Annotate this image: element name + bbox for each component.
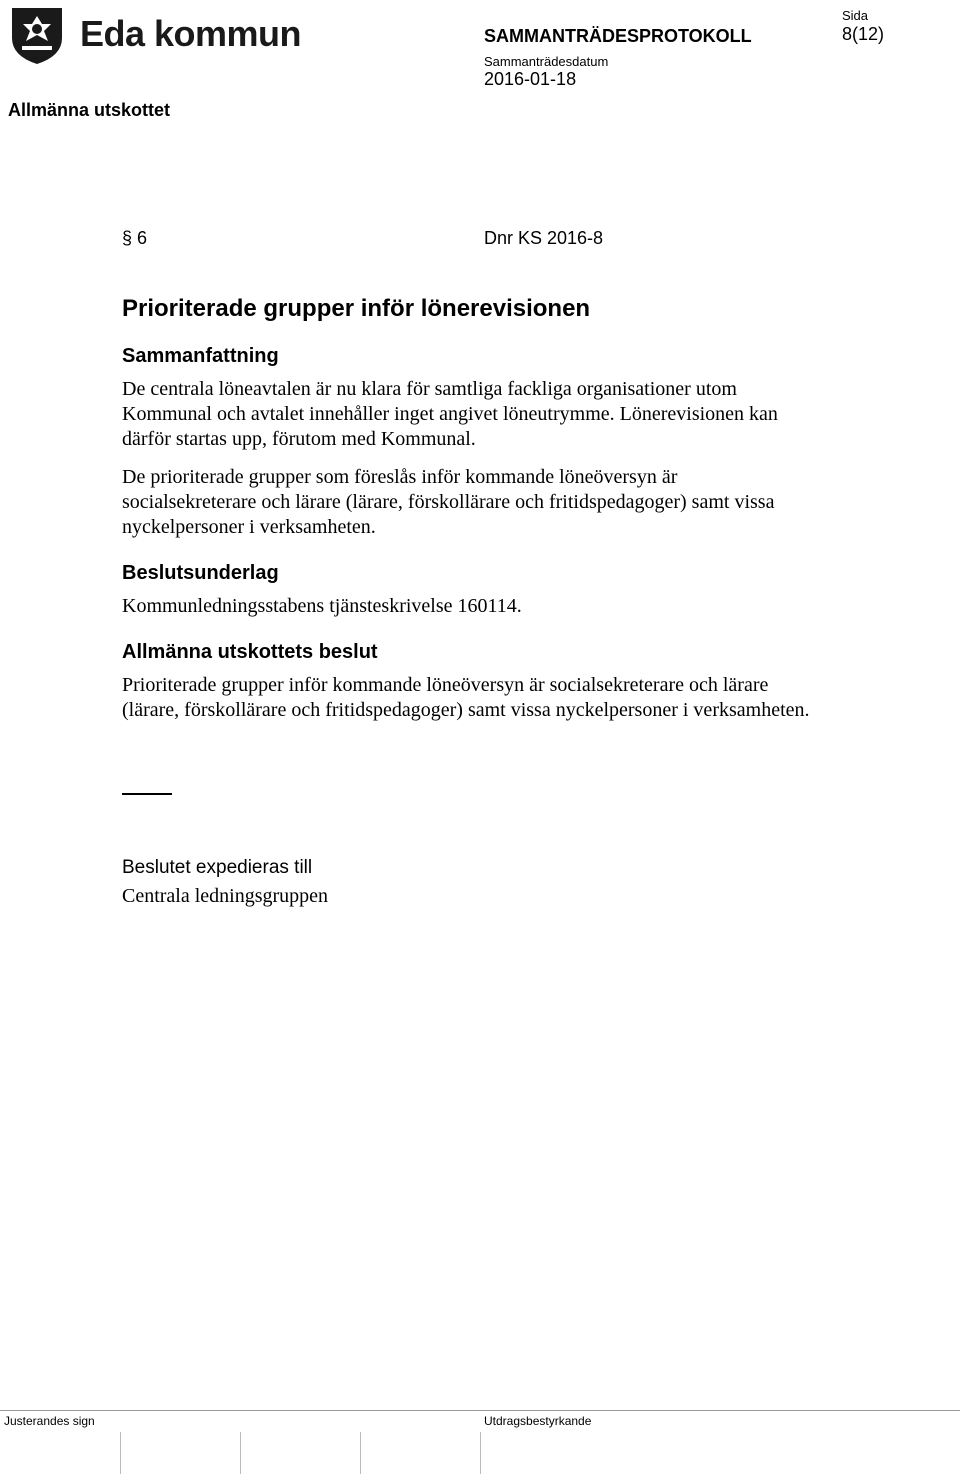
signature-box-divider (120, 1432, 121, 1474)
decision-paragraph (122, 673, 812, 723)
basis-text: Kommunledningsstabens tjänsteskrivelse 160114. (122, 595, 522, 617)
signature-box-divider (480, 1432, 481, 1474)
footer-rule (0, 1410, 960, 1411)
basis-heading: Beslutsunderlag (122, 562, 279, 584)
signature-label: Justerandes sign (4, 1414, 95, 1428)
summary-paragraph-1 (122, 377, 782, 452)
decision-text: Prioriterade grupper inför kommande löneöversyn är socialsekreterare och lärare (lärare, förskollärare och fritidspedagoger) samt vissa nyckelpersoner i verksamheten. (122, 674, 810, 721)
paragraph-number: § 6 (122, 228, 148, 248)
meeting-date-label: Sammanträdesdatum (484, 54, 609, 69)
page-label: Sida (842, 8, 869, 23)
summary-paragraph-2 (122, 465, 812, 540)
meeting-date: 2016-01-18 (484, 69, 577, 89)
signature-box-divider (360, 1432, 361, 1474)
decision-heading: Allmänna utskottets beslut (122, 641, 378, 663)
summary-text-2: De prioriterade grupper som föreslås inför kommande löneöversyn är socialsekreterare och lärare (lärare, förskollärare och fritidspedagoger) samt vissa nyckelpersoner i verksamheten. (122, 466, 775, 538)
case-number: Dnr KS 2016-8 (484, 228, 604, 248)
certification-label: Utdragsbestyrkande (484, 1414, 592, 1428)
document-type: SAMMANTRÄDESPROTOKOLL (484, 26, 752, 46)
signature-box-divider (240, 1432, 241, 1474)
brand-name: Eda kommun (80, 13, 302, 54)
dispatch-label: Beslutet expedieras till (122, 857, 313, 878)
summary-text-1: De centrala löneavtalen är nu klara för samtliga fackliga organisationer utom Kommunal och avtalet innehåller inget angivet löneutrymme. Lönerevisionen kan därför startas upp, förutom med Kommunal. (122, 378, 778, 450)
page-number: 8(12) (842, 24, 885, 44)
item-title: Prioriterade grupper inför lönerevisionen (122, 295, 591, 322)
summary-heading: Sammanfattning (122, 345, 279, 367)
separator-rule (122, 793, 172, 795)
municipal-crest-icon (8, 4, 66, 66)
committee-name: Allmänna utskottet (8, 100, 171, 120)
dispatch-recipient: Centrala ledningsgruppen (122, 885, 329, 907)
